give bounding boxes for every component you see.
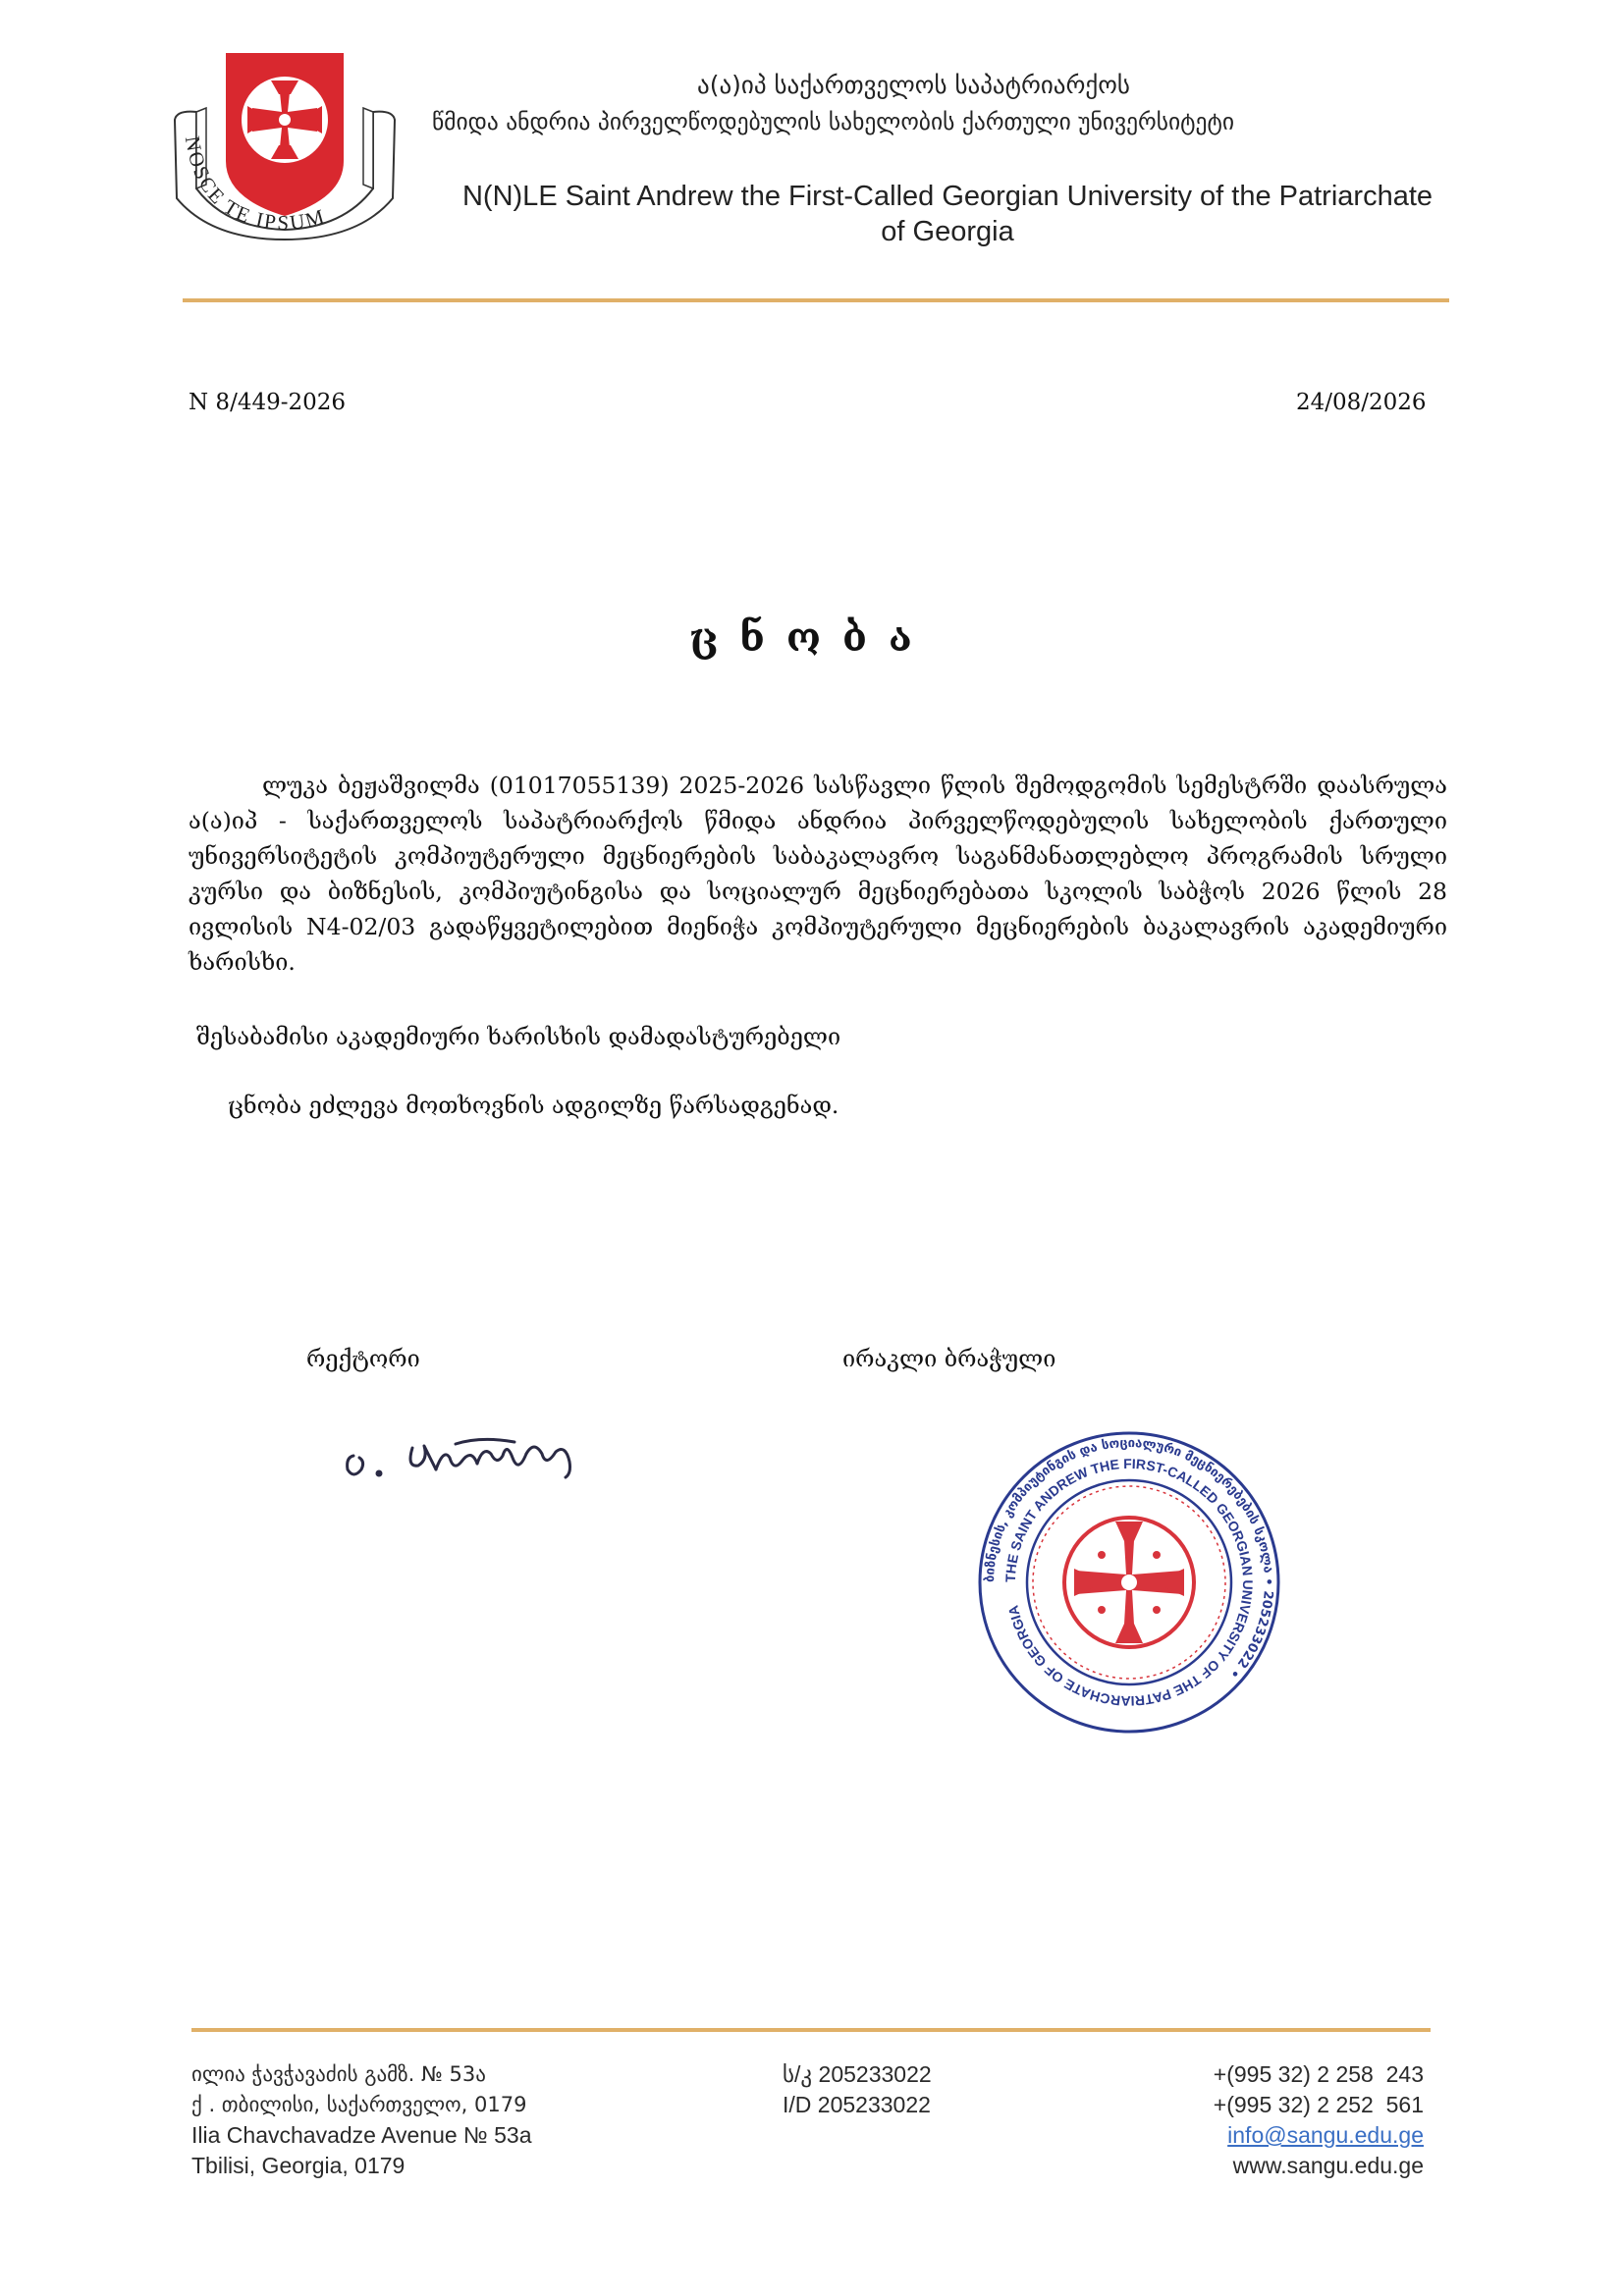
handwritten-signature bbox=[334, 1418, 599, 1497]
purpose-line: ცნობა ეძლევა მოთხოვნის ადგილზე წარსადგენად. bbox=[228, 1092, 839, 1119]
svg-text:NOSCE TE IPSUM: NOSCE TE IPSUM bbox=[180, 133, 329, 236]
header-divider bbox=[183, 298, 1449, 302]
org-name-ka-line2: წმიდა ანდრია პირველწოდებულის სახელობის ქართული უნივერსიტეტი bbox=[432, 108, 1234, 135]
confirmation-line: შესაბამისი აკადემიური ხარისხის დამადასტურებელი bbox=[196, 1023, 841, 1050]
identification-code-ka: ს/კ 205233022 bbox=[783, 2061, 932, 2087]
certificate-paragraph: ლუკა ბეჟაშვილმა (01017055139) 2025-2026 სასწავლი წლის შემოდგომის სემესტრში დაასრულა ა(ა)იპ - საქართველოს საპატრიარქოს წმიდა ანდრია პირველწოდებულის სახელობის ქართული უნივერსიტეტის კომპიუტერული მეცნიერების საბაკალავრო საგანმანათლებლო პროგრამის სრული კურსი და ბიზნესის, კომპიუტინგისა და სოციალურ მეცნიერებათა სკოლის საბჭოს 2026 წლის 28 ივლისის N4-02/03 გადაწყვეტილებით მიენიჭა კომპიუტერული მეცნიერების ბაკალავრის აკადემიური ხარისხი. bbox=[189, 772, 1447, 976]
document-number: N 8/449-2026 bbox=[189, 390, 347, 415]
identification-code-en: I/D 205233022 bbox=[783, 2092, 931, 2117]
org-name-en-line2: of Georgia bbox=[881, 216, 1014, 247]
footer-divider bbox=[191, 2028, 1431, 2032]
footer-contacts bbox=[1159, 2059, 1424, 2181]
address-en-line1: Ilia Chavchavadze Avenue № 53a bbox=[191, 2122, 532, 2148]
footer-address bbox=[191, 2059, 531, 2181]
signatory-name: ირაკლი ბრაჭული bbox=[842, 1345, 1056, 1372]
address-en-line2: Tbilisi, Georgia, 0179 bbox=[191, 2153, 406, 2178]
university-stamp bbox=[972, 1425, 1286, 1739]
document-title: ცნობა bbox=[689, 614, 934, 661]
website-url[interactable]: www.sangu.edu.ge bbox=[1232, 2153, 1424, 2178]
address-ka-line1: ილია ჭავჭავაძის გამზ. № 53ა bbox=[191, 2062, 486, 2086]
logo-motto-icon bbox=[167, 51, 403, 242]
phone-number-2: +(995 32) 2 252 561 bbox=[1213, 2092, 1424, 2117]
org-name-ka-line1: ა(ა)იპ საქართველოს საპატრიარქოს bbox=[697, 71, 1130, 99]
footer-identification bbox=[783, 2059, 932, 2120]
signature-icon bbox=[334, 1418, 599, 1497]
svg-text:THE SAINT ANDREW THE FIRST-CAL: THE SAINT ANDREW THE FIRST-CALLED GEORGIAN UNIVERSITY OF THE PATRIARCHATE OF GEORGIA bbox=[1001, 1455, 1257, 1710]
document-date: 24/08/2026 bbox=[1296, 390, 1427, 415]
university-logo bbox=[167, 51, 403, 242]
signatory-role: რექტორი bbox=[306, 1345, 420, 1372]
stamp-seal-icon bbox=[972, 1425, 1286, 1739]
svg-text:ბიზნესის, კომპიუტინგის და სოცი: ბიზნესის, კომპიუტინგის და სოციალური მეცნიერებების სკოლა • 205233022 • bbox=[982, 1435, 1276, 1682]
phone-number-1: +(995 32) 2 258 243 bbox=[1213, 2061, 1424, 2087]
address-ka-line2: ქ . თბილისი, საქართველო, 0179 bbox=[191, 2093, 527, 2116]
email-link[interactable]: info@sangu.edu.ge bbox=[1227, 2122, 1424, 2148]
org-name-en-line1: N(N)LE Saint Andrew the First-Called Georgian University of the Patriarchate bbox=[461, 181, 1434, 212]
